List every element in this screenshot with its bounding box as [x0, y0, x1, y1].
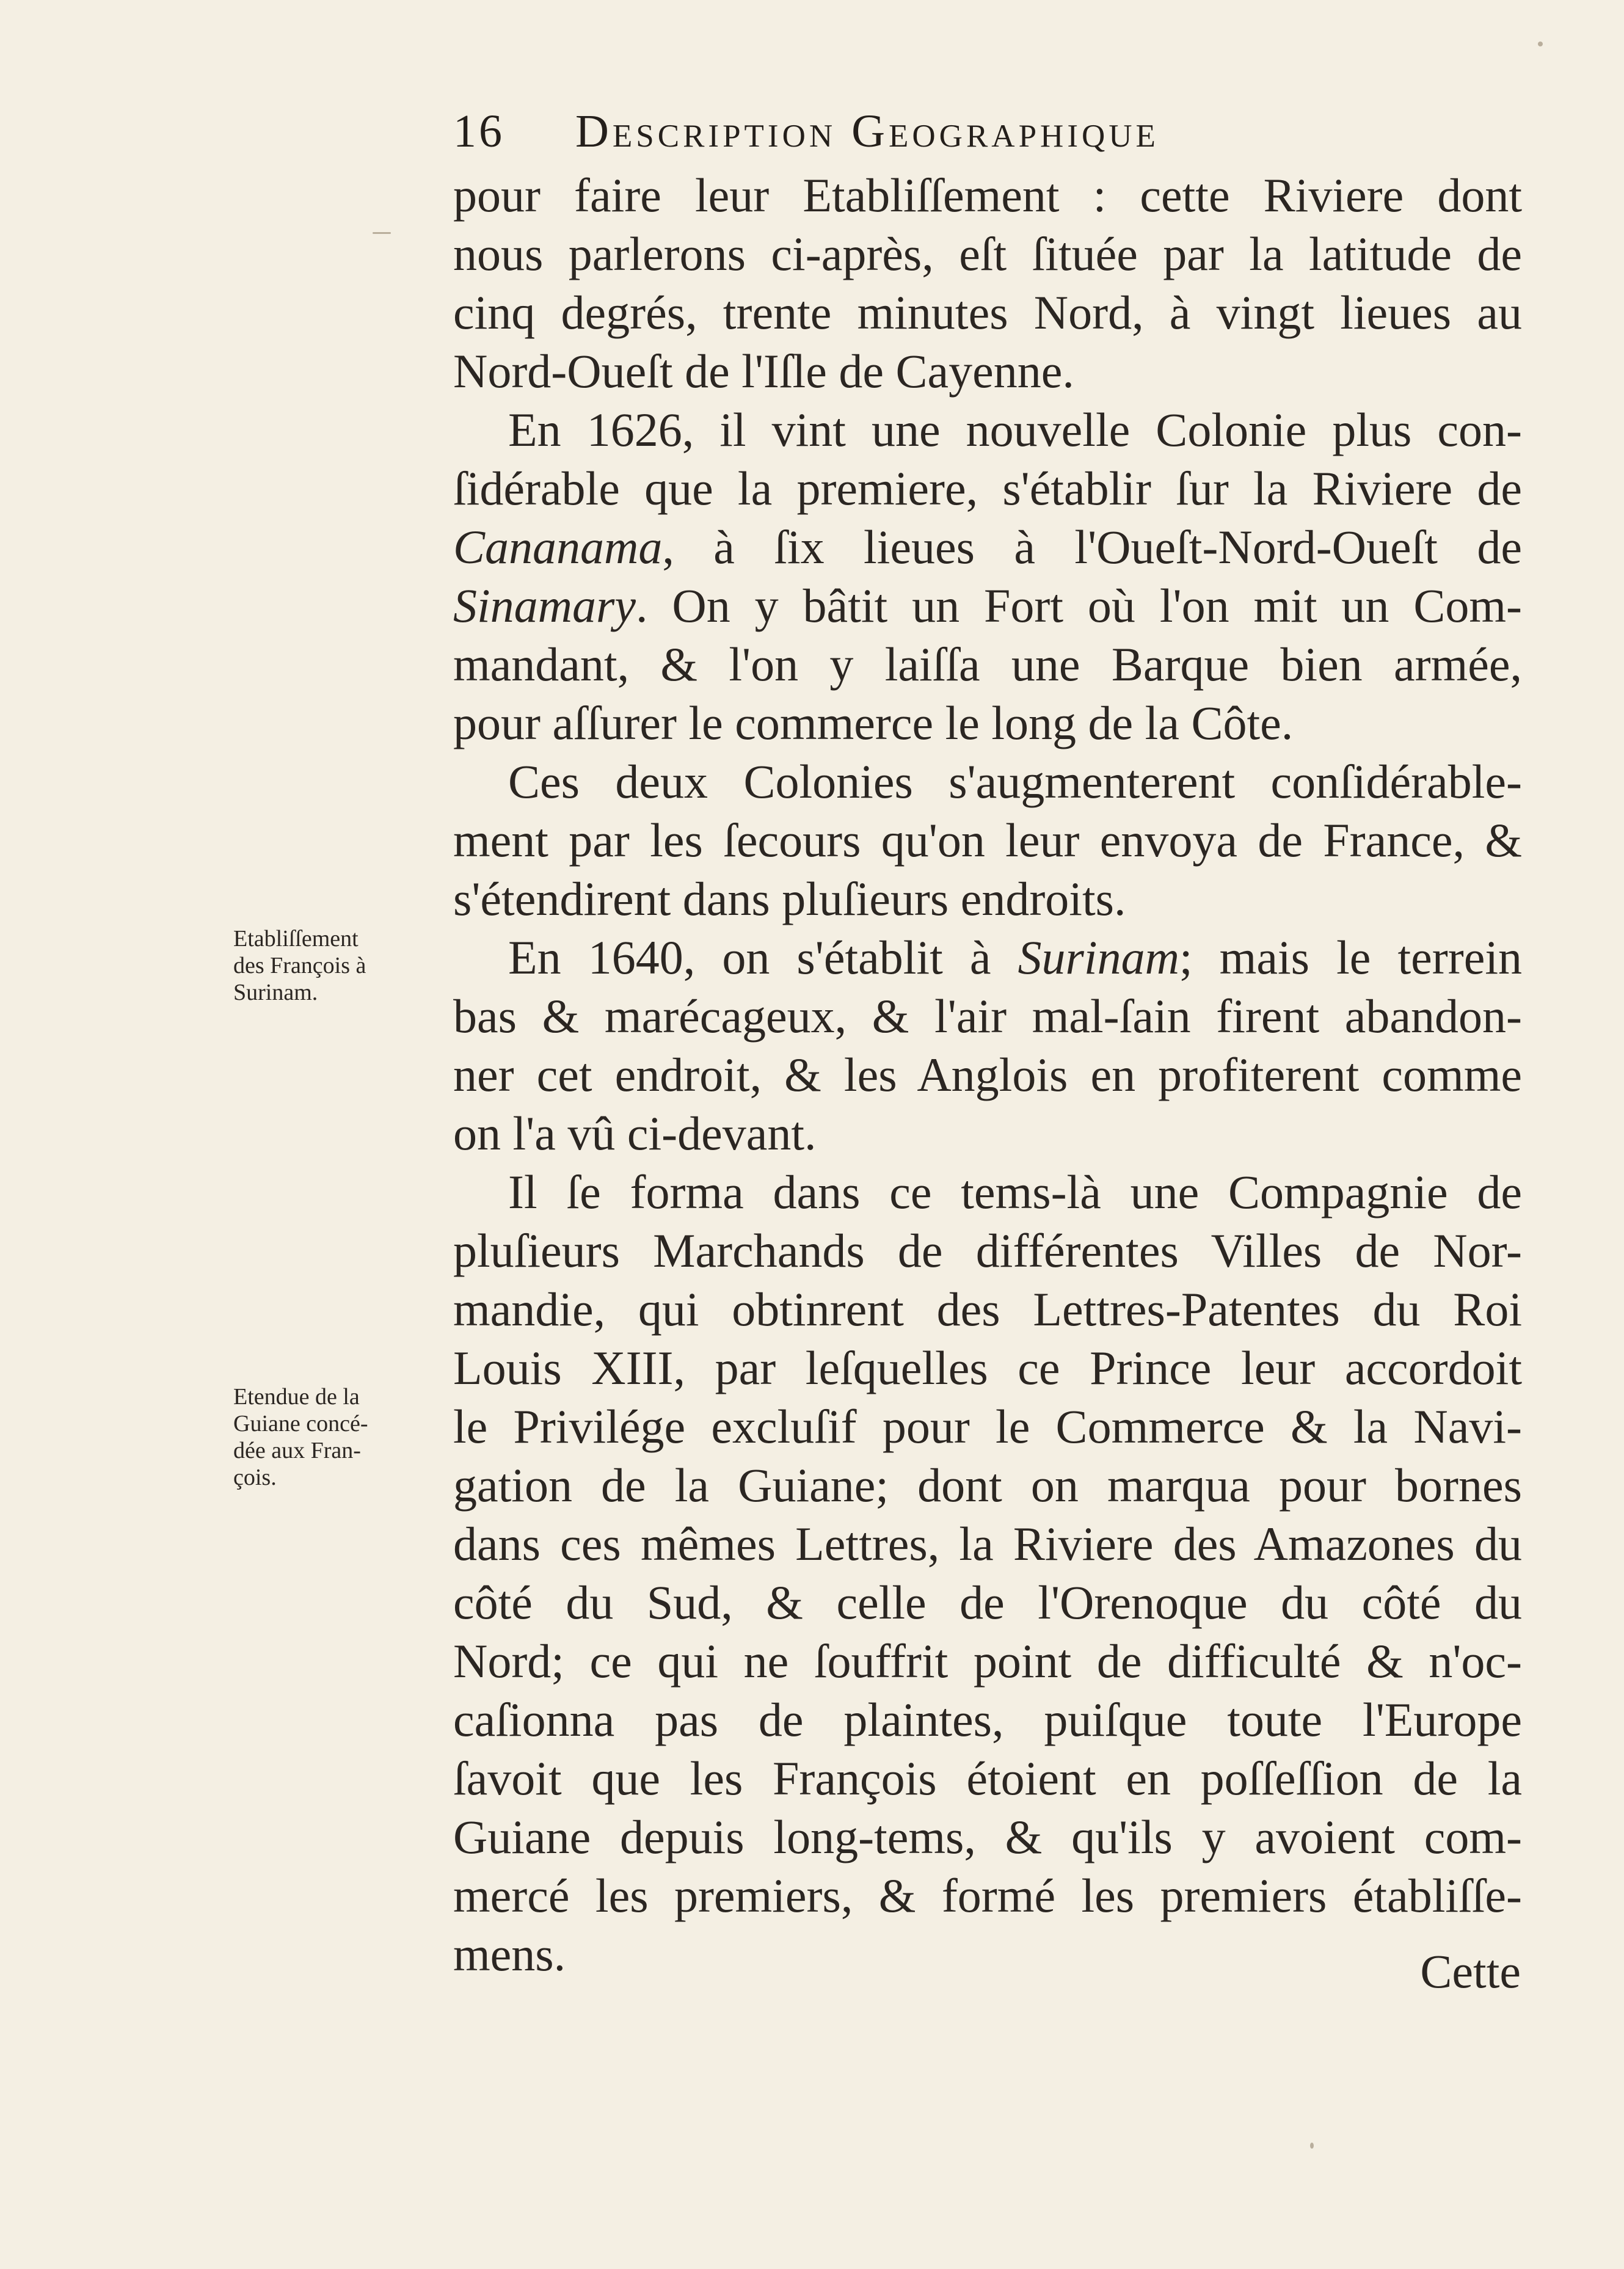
text-line: Sinamary. On y bâtit un Fort où l'on mit un Com-	[453, 579, 1522, 632]
text-line: gation de la Guiane; dont on marqua pour bornes	[453, 1459, 1522, 1512]
paper-speck	[373, 232, 391, 234]
text-line: s'étendirent dans pluſieurs endroits.	[453, 872, 1126, 925]
text-line: bas & marécageux, & l'air mal-ſain firent abandon-	[453, 989, 1522, 1043]
margin-note-guiane	[233, 1383, 435, 1491]
running-head	[453, 104, 1522, 159]
margin-note-line: des François à	[233, 953, 366, 978]
place-name-cananama: Cananama	[453, 520, 663, 574]
text-line: mandant, & l'on y laiſſa une Barque bien armée,	[453, 638, 1522, 691]
page-number: 16	[453, 106, 504, 157]
place-name-surinam: Surinam	[1018, 931, 1179, 984]
catchword: Cette	[1420, 1945, 1521, 1998]
text-line: pour aſſurer le commerce le long de la Côte.	[453, 696, 1294, 749]
text-line: En 1626, il vint une nouvelle Colonie plus con-	[508, 403, 1522, 456]
text-line: Nord; ce qui ne ſouffrit point de difficulté & n'oc-	[453, 1634, 1522, 1688]
text-line: mandie, qui obtinrent des Lettres-Patentes du Roi	[453, 1283, 1522, 1336]
text-line: caſionna pas de plaintes, puiſque toute l'Europe	[453, 1693, 1522, 1746]
text-line: Il ſe forma dans ce tems-là une Compagnie de	[508, 1165, 1522, 1218]
text-line: Louis XIII, par leſquelles ce Prince leur accordoit	[453, 1341, 1522, 1394]
text-line: Cananama, à ſix lieues à l'Oueſt-Nord-Oueſt de	[453, 520, 1522, 574]
margin-note-line: Etendue de la	[233, 1384, 360, 1410]
margin-note-line: dée aux Fran-	[233, 1438, 361, 1463]
text-line: mens.	[453, 1928, 566, 1981]
text-line: mercé les premiers, & formé les premiers établiſſe-	[453, 1869, 1522, 1922]
text-line: nous parlerons ci-après, eſt ſituée par la latitude de	[453, 227, 1522, 280]
text-line: ment par les ſecours qu'on leur envoya de France, &	[453, 814, 1522, 867]
text-line: ſavoit que les François étoient en poſſeſſion de la	[453, 1752, 1522, 1805]
text-line: Ces deux Colonies s'augmenterent conſidérable-	[508, 755, 1522, 808]
text-line: on l'a vû ci-devant.	[453, 1107, 817, 1160]
text-line: cinq degrés, trente minutes Nord, à vingt lieues au	[453, 286, 1522, 339]
text-line: le Privilége excluſif pour le Commerce & la Navi-	[453, 1400, 1522, 1453]
text-line: pluſieurs Marchands de différentes Villes de Nor-	[453, 1224, 1522, 1277]
text-line: Nord-Oueſt de l'Iſle de Cayenne.	[453, 344, 1074, 398]
margin-note-line: Guiane concé-	[233, 1411, 368, 1437]
paper-speck	[1538, 42, 1543, 46]
text-line: dans ces mêmes Lettres, la Riviere des Amazones du	[453, 1517, 1522, 1570]
body-text	[453, 166, 1522, 1984]
margin-note-line: Surinam.	[233, 980, 318, 1005]
text-line: côté du Sud, & celle de l'Orenoque du côté du	[453, 1576, 1522, 1629]
text-line: ner cet endroit, & les Anglois en profiterent comme	[453, 1048, 1522, 1101]
text-line: En 1640, on s'établit à Surinam; mais le terrein	[508, 931, 1522, 984]
paper-speck	[1310, 2143, 1314, 2149]
margin-note-surinam	[233, 925, 435, 1006]
margin-note-line: çois.	[233, 1465, 277, 1490]
place-name-sinamary: Sinamary	[453, 579, 636, 632]
text-line: Guiane depuis long-tems, & qu'ils y avoient com-	[453, 1810, 1522, 1863]
margin-note-line: Etabliſſement	[233, 926, 359, 952]
text-line: pour faire leur Etabliſſement : cette Riviere dont	[453, 169, 1522, 222]
running-title: Description Geographique	[575, 106, 1159, 157]
text-line: ſidérable que la premiere, s'établir ſur la Riviere de	[453, 462, 1522, 515]
